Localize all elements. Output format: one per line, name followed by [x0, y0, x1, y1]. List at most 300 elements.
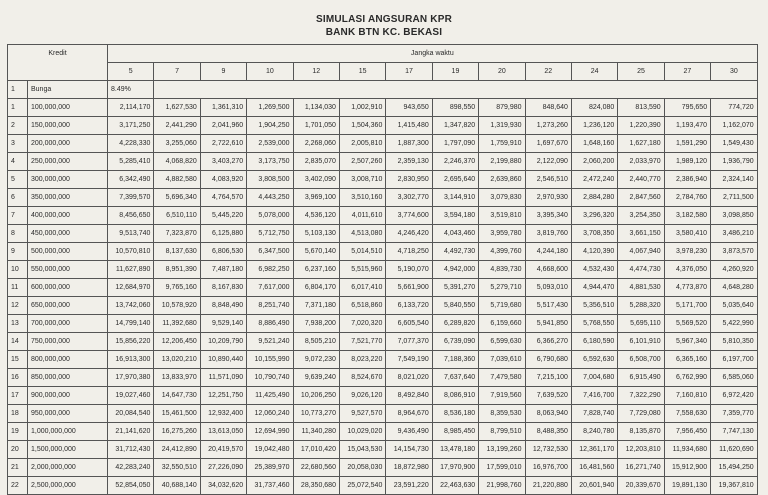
installment-value: 7,558,630 — [664, 405, 710, 423]
table-row — [8, 333, 758, 351]
installment-value: 1,134,030 — [293, 99, 339, 117]
installment-value: 4,228,330 — [108, 135, 154, 153]
installment-value: 3,008,710 — [339, 171, 385, 189]
credit-amount: 600,000,000 — [28, 279, 108, 297]
installment-value: 28,350,680 — [293, 477, 339, 495]
installment-value: 3,959,780 — [479, 225, 525, 243]
installment-value: 8,488,350 — [525, 423, 571, 441]
installment-value: 6,585,060 — [711, 369, 758, 387]
table-row — [8, 171, 758, 189]
row-number: 4 — [8, 153, 28, 171]
installment-value: 16,271,740 — [618, 459, 664, 477]
installment-value: 27,226,090 — [200, 459, 246, 477]
row-number: 16 — [8, 369, 28, 387]
installment-value: 2,386,940 — [664, 171, 710, 189]
bunga-value: 8.49% — [108, 81, 154, 99]
installment-value: 824,080 — [571, 99, 617, 117]
installment-value: 6,592,630 — [571, 351, 617, 369]
installment-value: 3,580,410 — [664, 225, 710, 243]
installment-value: 795,650 — [664, 99, 710, 117]
row-number: 13 — [8, 315, 28, 333]
installment-value: 25,072,540 — [339, 477, 385, 495]
installment-value: 2,472,240 — [571, 171, 617, 189]
credit-amount: 2,500,000,000 — [28, 477, 108, 495]
installment-value: 6,762,990 — [664, 369, 710, 387]
installment-value: 8,456,650 — [108, 207, 154, 225]
installment-value: 7,160,810 — [664, 387, 710, 405]
row-number: 15 — [8, 351, 28, 369]
installment-value: 6,017,410 — [339, 279, 385, 297]
installment-value: 2,122,090 — [525, 153, 571, 171]
installment-value: 8,524,670 — [339, 369, 385, 387]
installment-value: 13,020,210 — [154, 351, 200, 369]
installment-value: 774,720 — [711, 99, 758, 117]
table-row — [8, 441, 758, 459]
installment-value: 8,086,910 — [432, 387, 478, 405]
installment-value: 7,077,370 — [386, 333, 432, 351]
installment-value: 8,137,630 — [154, 243, 200, 261]
installment-value: 7,729,080 — [618, 405, 664, 423]
credit-amount: 850,000,000 — [28, 369, 108, 387]
installment-value: 21,998,760 — [479, 477, 525, 495]
installment-value: 8,964,670 — [386, 405, 432, 423]
installment-value: 1,504,360 — [339, 117, 385, 135]
installment-value: 8,167,830 — [200, 279, 246, 297]
year-header: 25 — [618, 63, 664, 81]
installment-value: 5,171,700 — [664, 297, 710, 315]
installment-value: 1,797,090 — [432, 135, 478, 153]
installment-value: 3,296,320 — [571, 207, 617, 225]
installment-value: 19,367,810 — [711, 477, 758, 495]
installment-value: 5,288,320 — [618, 297, 664, 315]
installment-value: 7,004,680 — [571, 369, 617, 387]
installment-value: 8,063,940 — [525, 405, 571, 423]
installment-value: 5,014,510 — [339, 243, 385, 261]
credit-amount: 1,000,000,000 — [28, 423, 108, 441]
installment-value: 14,154,730 — [386, 441, 432, 459]
installment-value: 6,508,700 — [618, 351, 664, 369]
installment-value: 7,828,740 — [571, 405, 617, 423]
row-number: 2 — [8, 117, 28, 135]
installment-value: 1,936,790 — [711, 153, 758, 171]
installment-value: 12,251,750 — [200, 387, 246, 405]
installment-value: 4,376,050 — [664, 261, 710, 279]
installment-value: 9,513,740 — [108, 225, 154, 243]
row-number: 1 — [8, 81, 28, 99]
year-header: 30 — [711, 63, 758, 81]
row-number: 18 — [8, 405, 28, 423]
installment-value: 8,021,020 — [386, 369, 432, 387]
table-row — [8, 207, 758, 225]
installment-value: 10,209,790 — [200, 333, 246, 351]
installment-value: 4,513,080 — [339, 225, 385, 243]
table-row — [8, 243, 758, 261]
year-header: 12 — [293, 63, 339, 81]
installment-value: 879,980 — [479, 99, 525, 117]
installment-value: 7,323,870 — [154, 225, 200, 243]
installment-value: 1,269,500 — [247, 99, 293, 117]
installment-value: 14,647,730 — [154, 387, 200, 405]
installment-value: 6,599,630 — [479, 333, 525, 351]
table-row — [8, 99, 758, 117]
installment-value: 2,539,000 — [247, 135, 293, 153]
installment-value: 3,486,210 — [711, 225, 758, 243]
installment-value: 4,068,820 — [154, 153, 200, 171]
installment-value: 4,718,250 — [386, 243, 432, 261]
installment-value: 6,972,420 — [711, 387, 758, 405]
installment-value: 6,101,910 — [618, 333, 664, 351]
row-number: 17 — [8, 387, 28, 405]
installment-value: 4,942,000 — [432, 261, 478, 279]
installment-value: 7,747,130 — [711, 423, 758, 441]
installment-value: 9,529,140 — [200, 315, 246, 333]
installment-value: 898,550 — [432, 99, 478, 117]
installment-value: 4,882,580 — [154, 171, 200, 189]
row-number: 9 — [8, 243, 28, 261]
installment-value: 4,839,730 — [479, 261, 525, 279]
installment-value: 22,463,630 — [432, 477, 478, 495]
installment-value: 9,521,240 — [247, 333, 293, 351]
installment-value: 6,915,490 — [618, 369, 664, 387]
row-number: 11 — [8, 279, 28, 297]
installment-value: 3,144,910 — [432, 189, 478, 207]
installment-value: 9,639,240 — [293, 369, 339, 387]
installment-value: 11,627,890 — [108, 261, 154, 279]
installment-value: 10,029,020 — [339, 423, 385, 441]
installment-value: 1,759,910 — [479, 135, 525, 153]
installment-value: 5,696,340 — [154, 189, 200, 207]
installment-value: 3,519,810 — [479, 207, 525, 225]
installment-value: 8,985,450 — [432, 423, 478, 441]
installment-value: 3,079,830 — [479, 189, 525, 207]
installment-value: 5,093,010 — [525, 279, 571, 297]
table-row — [8, 135, 758, 153]
installment-value: 4,246,420 — [386, 225, 432, 243]
installment-value: 2,199,880 — [479, 153, 525, 171]
installment-value: 5,967,340 — [664, 333, 710, 351]
installment-value: 4,536,120 — [293, 207, 339, 225]
installment-value: 5,661,900 — [386, 279, 432, 297]
installment-value: 5,517,430 — [525, 297, 571, 315]
installment-value: 10,578,920 — [154, 297, 200, 315]
table-row — [8, 477, 758, 495]
row-number: 5 — [8, 171, 28, 189]
row-number: 7 — [8, 207, 28, 225]
credit-amount: 450,000,000 — [28, 225, 108, 243]
installment-value: 4,492,730 — [432, 243, 478, 261]
installment-value: 32,550,510 — [154, 459, 200, 477]
installment-value: 19,027,460 — [108, 387, 154, 405]
installment-value: 10,570,810 — [108, 243, 154, 261]
year-header: 15 — [339, 63, 385, 81]
kredit-header: Kredit — [8, 45, 108, 81]
installment-value: 15,856,220 — [108, 333, 154, 351]
installment-value: 20,058,030 — [339, 459, 385, 477]
installment-value: 7,039,610 — [479, 351, 525, 369]
installment-table — [7, 44, 758, 495]
installment-value: 7,521,770 — [339, 333, 385, 351]
installment-value: 5,190,070 — [386, 261, 432, 279]
installment-value: 2,639,860 — [479, 171, 525, 189]
installment-value: 2,246,370 — [432, 153, 478, 171]
credit-amount: 100,000,000 — [28, 99, 108, 117]
installment-value: 8,848,490 — [200, 297, 246, 315]
installment-value: 3,873,570 — [711, 243, 758, 261]
installment-value: 10,206,250 — [293, 387, 339, 405]
installment-value: 16,913,300 — [108, 351, 154, 369]
installment-value: 2,830,950 — [386, 171, 432, 189]
table-row — [8, 297, 758, 315]
row-number: 20 — [8, 441, 28, 459]
installment-value: 5,356,510 — [571, 297, 617, 315]
installment-value: 4,043,460 — [432, 225, 478, 243]
bunga-row — [8, 81, 758, 99]
installment-value: 6,342,490 — [108, 171, 154, 189]
credit-amount: 400,000,000 — [28, 207, 108, 225]
installment-value: 6,804,170 — [293, 279, 339, 297]
installment-value: 2,324,140 — [711, 171, 758, 189]
year-header-row — [8, 63, 758, 81]
table-row — [8, 405, 758, 423]
installment-value: 12,206,450 — [154, 333, 200, 351]
installment-value: 2,440,770 — [618, 171, 664, 189]
installment-value: 7,956,450 — [664, 423, 710, 441]
installment-value: 6,790,680 — [525, 351, 571, 369]
installment-value: 5,695,110 — [618, 315, 664, 333]
installment-value: 8,240,780 — [571, 423, 617, 441]
installment-value: 6,365,160 — [664, 351, 710, 369]
row-number: 19 — [8, 423, 28, 441]
installment-value: 848,640 — [525, 99, 571, 117]
credit-amount: 950,000,000 — [28, 405, 108, 423]
installment-value: 7,215,100 — [525, 369, 571, 387]
installment-value: 2,114,170 — [108, 99, 154, 117]
credit-amount: 800,000,000 — [28, 351, 108, 369]
installment-value: 3,302,770 — [386, 189, 432, 207]
installment-value: 6,518,860 — [339, 297, 385, 315]
year-header: 24 — [571, 63, 617, 81]
installment-value: 1,591,290 — [664, 135, 710, 153]
installment-value: 2,835,070 — [293, 153, 339, 171]
installment-value: 4,244,180 — [525, 243, 571, 261]
installment-value: 14,799,140 — [108, 315, 154, 333]
document-subtitle: BANK BTN KC. BEKASI — [325, 27, 443, 38]
installment-value: 8,359,530 — [479, 405, 525, 423]
installment-value: 3,978,230 — [664, 243, 710, 261]
installment-value: 1,904,250 — [247, 117, 293, 135]
credit-amount: 350,000,000 — [28, 189, 108, 207]
table-row — [8, 117, 758, 135]
installment-value: 3,594,180 — [432, 207, 478, 225]
installment-value: 17,970,900 — [432, 459, 478, 477]
installment-value: 9,527,570 — [339, 405, 385, 423]
installment-value: 3,403,270 — [200, 153, 246, 171]
year-header: 10 — [247, 63, 293, 81]
installment-value: 15,912,900 — [664, 459, 710, 477]
installment-value: 813,590 — [618, 99, 664, 117]
installment-value: 6,125,880 — [200, 225, 246, 243]
installment-value: 5,768,550 — [571, 315, 617, 333]
installment-value: 6,806,530 — [200, 243, 246, 261]
installment-value: 1,361,310 — [200, 99, 246, 117]
installment-value: 1,273,260 — [525, 117, 571, 135]
installment-value: 9,436,490 — [386, 423, 432, 441]
installment-value: 4,881,530 — [618, 279, 664, 297]
installment-value: 12,932,400 — [200, 405, 246, 423]
installment-value: 6,197,700 — [711, 351, 758, 369]
installment-value: 42,283,240 — [108, 459, 154, 477]
installment-value: 3,661,150 — [618, 225, 664, 243]
installment-value: 21,220,880 — [525, 477, 571, 495]
installment-value: 4,474,730 — [618, 261, 664, 279]
installment-value: 6,739,090 — [432, 333, 478, 351]
installment-value: 11,392,680 — [154, 315, 200, 333]
installment-value: 6,180,590 — [571, 333, 617, 351]
credit-amount: 750,000,000 — [28, 333, 108, 351]
installment-value: 17,010,420 — [293, 441, 339, 459]
installment-value: 12,060,240 — [247, 405, 293, 423]
installment-value: 8,251,740 — [247, 297, 293, 315]
installment-value: 1,989,120 — [664, 153, 710, 171]
table-row — [8, 459, 758, 477]
installment-value: 4,067,940 — [618, 243, 664, 261]
installment-value: 8,536,180 — [432, 405, 478, 423]
installment-value: 6,133,720 — [386, 297, 432, 315]
installment-value: 11,340,280 — [293, 423, 339, 441]
year-header: 20 — [479, 63, 525, 81]
installment-value: 6,366,270 — [525, 333, 571, 351]
year-header: 5 — [108, 63, 154, 81]
installment-value: 31,712,430 — [108, 441, 154, 459]
installment-value: 9,026,120 — [339, 387, 385, 405]
table-row — [8, 351, 758, 369]
installment-value: 5,810,350 — [711, 333, 758, 351]
installment-value: 21,141,620 — [108, 423, 154, 441]
installment-value: 16,976,700 — [525, 459, 571, 477]
installment-value: 15,043,530 — [339, 441, 385, 459]
installment-value: 19,891,130 — [664, 477, 710, 495]
installment-value: 16,481,560 — [571, 459, 617, 477]
installment-value: 5,422,990 — [711, 315, 758, 333]
table-row — [8, 153, 758, 171]
installment-value: 8,505,210 — [293, 333, 339, 351]
installment-value: 5,941,850 — [525, 315, 571, 333]
installment-value: 3,098,850 — [711, 207, 758, 225]
document-title: SIMULASI ANGSURAN KPR — [315, 14, 453, 25]
installment-value: 2,784,760 — [664, 189, 710, 207]
installment-value: 6,237,160 — [293, 261, 339, 279]
row-number: 22 — [8, 477, 28, 495]
installment-value: 12,684,970 — [108, 279, 154, 297]
credit-amount: 650,000,000 — [28, 297, 108, 315]
installment-value: 8,799,510 — [479, 423, 525, 441]
table-row — [8, 279, 758, 297]
credit-amount: 2,000,000,000 — [28, 459, 108, 477]
installment-value: 3,182,580 — [664, 207, 710, 225]
installment-value: 5,569,520 — [664, 315, 710, 333]
installment-value: 5,285,410 — [108, 153, 154, 171]
table-row — [8, 261, 758, 279]
installment-value: 1,162,070 — [711, 117, 758, 135]
installment-value: 9,765,160 — [154, 279, 200, 297]
installment-value: 15,494,250 — [711, 459, 758, 477]
installment-value: 7,919,560 — [479, 387, 525, 405]
installment-value: 3,255,060 — [154, 135, 200, 153]
credit-amount: 700,000,000 — [28, 315, 108, 333]
installment-value: 4,648,280 — [711, 279, 758, 297]
installment-value: 6,159,660 — [479, 315, 525, 333]
installment-value: 7,020,320 — [339, 315, 385, 333]
year-header: 7 — [154, 63, 200, 81]
installment-value: 6,605,540 — [386, 315, 432, 333]
installment-value: 15,461,500 — [154, 405, 200, 423]
installment-value: 52,854,050 — [108, 477, 154, 495]
installment-value: 2,060,200 — [571, 153, 617, 171]
installment-value: 7,617,000 — [247, 279, 293, 297]
installment-value: 4,532,430 — [571, 261, 617, 279]
installment-value: 1,319,930 — [479, 117, 525, 135]
installment-value: 5,391,270 — [432, 279, 478, 297]
year-header: 27 — [664, 63, 710, 81]
table-body — [8, 81, 758, 495]
installment-value: 2,722,610 — [200, 135, 246, 153]
installment-value: 7,639,520 — [525, 387, 571, 405]
installment-value: 3,808,500 — [247, 171, 293, 189]
installment-value: 7,938,200 — [293, 315, 339, 333]
installment-value: 20,084,540 — [108, 405, 154, 423]
installment-value: 8,023,220 — [339, 351, 385, 369]
installment-value: 12,203,810 — [618, 441, 664, 459]
installment-value: 1,220,390 — [618, 117, 664, 135]
installment-value: 11,620,690 — [711, 441, 758, 459]
credit-amount: 150,000,000 — [28, 117, 108, 135]
installment-value: 7,416,700 — [571, 387, 617, 405]
installment-value: 1,193,470 — [664, 117, 710, 135]
installment-value: 7,637,640 — [432, 369, 478, 387]
jangka-waktu-header: Jangka waktu — [108, 45, 758, 63]
table-row — [8, 225, 758, 243]
installment-value: 3,510,160 — [339, 189, 385, 207]
installment-value: 9,072,230 — [293, 351, 339, 369]
installment-value: 3,708,350 — [571, 225, 617, 243]
installment-value: 13,478,180 — [432, 441, 478, 459]
installment-value: 22,680,560 — [293, 459, 339, 477]
installment-value: 3,173,750 — [247, 153, 293, 171]
installment-value: 3,254,350 — [618, 207, 664, 225]
installment-value: 13,833,970 — [154, 369, 200, 387]
installment-value: 40,688,140 — [154, 477, 200, 495]
installment-value: 1,697,670 — [525, 135, 571, 153]
year-header: 17 — [386, 63, 432, 81]
bunga-label: Bunga — [28, 81, 108, 99]
credit-amount: 1,500,000,000 — [28, 441, 108, 459]
installment-value: 13,742,060 — [108, 297, 154, 315]
row-number: 6 — [8, 189, 28, 207]
installment-value: 3,969,100 — [293, 189, 339, 207]
installment-value: 4,944,470 — [571, 279, 617, 297]
installment-value: 19,042,480 — [247, 441, 293, 459]
installment-value: 13,199,260 — [479, 441, 525, 459]
installment-value: 7,479,580 — [479, 369, 525, 387]
installment-value: 20,419,570 — [200, 441, 246, 459]
installment-value: 13,613,050 — [200, 423, 246, 441]
installment-value: 34,032,620 — [200, 477, 246, 495]
year-header: 19 — [432, 63, 478, 81]
bunga-row-blank — [154, 81, 757, 99]
installment-value: 7,487,180 — [200, 261, 246, 279]
year-header: 9 — [200, 63, 246, 81]
row-number: 1 — [8, 99, 28, 117]
